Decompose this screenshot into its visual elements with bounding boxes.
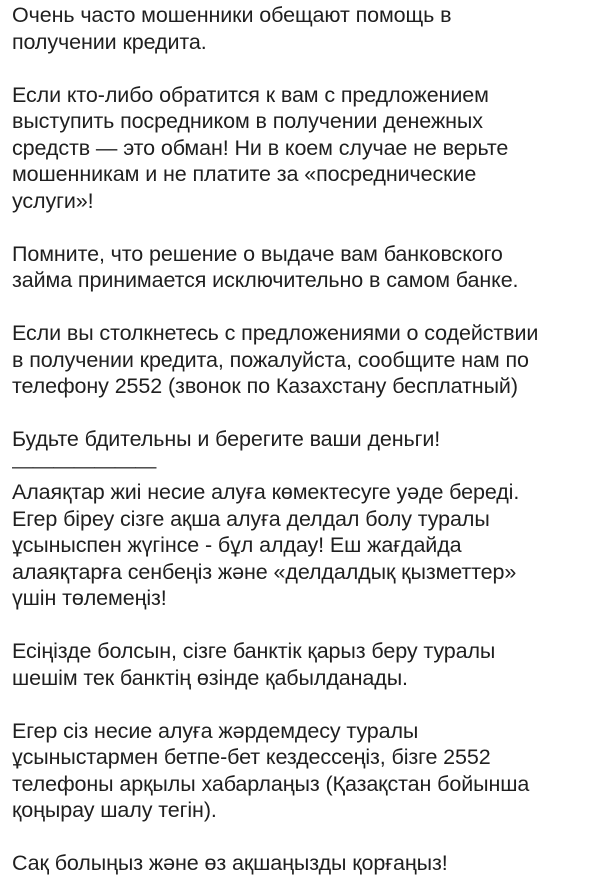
kz-paragraph-1: Алаяқтар жиі несие алуға көмектесуге уәде береді. Егер біреу сізге ақша алуға делдал болу туралы ұсыныспен жүгінсе - бұл алдау! Еш жағдайда алаяқтарға сенбеңіз және «делдалдық қызметтер» үшін төлемеңіз! [12,480,520,610]
language-divider: ——————— [12,453,156,478]
ru-paragraph-4: Если вы столкнетесь с предложениями о содействии в получении кредита, пожалуйста, сообщите нам по телефону 2552 (звонок по Казахстану бесплатный) [12,321,539,398]
kz-paragraph-3: Егер сіз несие алуға жәрдемдесу туралы ұсыныстармен бетпе-бет кездессеңіз, бізге 2552 телефоны арқылы хабарлаңыз (Қазақстан бойынша қоңырау шалу тегін). [12,718,530,822]
ru-paragraph-2: Если кто-либо обратится к вам с предложением выступить посредником в получении денежных средств — это обман! Ни в коем случае не верьте мошенникам и не платите за «посреднические услуги»! [12,82,509,213]
kz-paragraph-4: Сақ болыңыз және өз ақшаңызды қорғаңыз! [12,851,448,875]
message-body [12,2,592,877]
ru-paragraph-3: Помните, что решение о выдаче вам банковского займа принимается исключительно в самом банке. [12,241,519,292]
kz-paragraph-2: Есіңізде болсын, сізге банктік қарыз беру туралы шешім тек банктің өзінде қабылданады. [12,639,496,690]
ru-paragraph-5: Будьте бдительны и берегите ваши деньги! [12,427,441,451]
ru-paragraph-1: Очень часто мошенники обещают помощь в получении кредита. [12,3,452,54]
